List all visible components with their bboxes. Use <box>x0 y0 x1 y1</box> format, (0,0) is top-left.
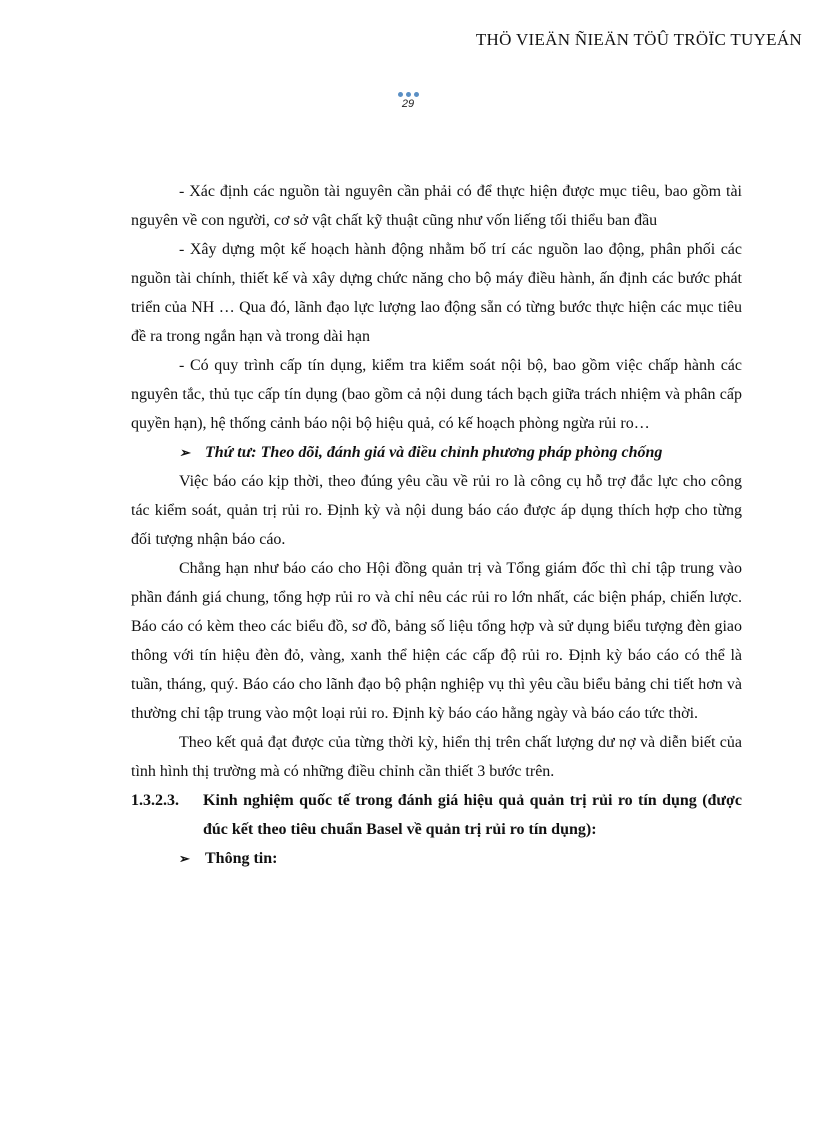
paragraph: - Xây dựng một kế hoạch hành động nhằm bố trí các nguồn lao động, phân phối các nguồn tài chính, thiết kế và xây dựng chức năng cho bộ máy điều hành, ấn định các bước phát triển của NH … Qua đó, lãnh đạo lực lượng lao động sẵn có từng bước thực hiện các mục tiêu đề ra trong ngắn hạn và trong dài hạn <box>131 241 742 345</box>
paragraph: - Có quy trình cấp tín dụng, kiểm tra kiểm soát nội bộ, bao gồm việc chấp hành các nguyên tắc, thủ tục cấp tín dụng (bao gồm cả nội dung tách bạch giữa trách nhiệm và phân cấp quyền hạn), hệ thống cảnh báo nội bộ hiệu quả, có kế hoạch phòng ngừa rủi ro… <box>131 357 742 432</box>
page-header-title: THÖ VIEÄN ÑIEÄN TÖÛ TRÖÏC TUYEÁN <box>475 30 802 49</box>
bullet-heading-text: Thông tin: <box>205 850 278 867</box>
paragraph: Theo kết quả đạt được của từng thời kỳ, hiển thị trên chất lượng dư nợ và diễn biết của tình hình thị trường mà có những điều chỉnh cần thiết 3 bước trên. <box>131 734 742 780</box>
section-number: 1.3.2.3. <box>131 792 179 809</box>
paragraph: Việc báo cáo kịp thời, theo đúng yêu cầu về rủi ro là công cụ hỗ trợ đắc lực cho công tác kiểm soát, quản trị rủi ro. Định kỳ và nội dung báo cáo được áp dụng thích hợp cho từng đối tượng nhận báo cáo. <box>131 473 742 548</box>
bullet-heading <box>131 438 742 467</box>
arrow-bullet-icon: ➢ <box>179 445 190 460</box>
document-body <box>131 177 742 873</box>
page-ornament <box>0 92 816 110</box>
section-title: Kinh nghiệm quốc tế trong đánh giá hiệu quả quản trị rủi ro tín dụng (được đúc kết theo tiêu chuẩn Basel về quản trị rủi ro tín dụng): <box>203 792 742 838</box>
paragraph: - Xác định các nguồn tài nguyên cần phải có để thực hiện được mục tiêu, bao gồm tài nguyên về con người, cơ sở vật chất kỹ thuật cũng như vốn liếng tối thiểu ban đầu <box>131 183 742 229</box>
paragraph: Chẳng hạn như báo cáo cho Hội đồng quản trị và Tổng giám đốc thì chỉ tập trung vào phần đánh giá chung, tổng hợp rủi ro và chỉ nêu các rủi ro lớn nhất, các biện pháp, chiến lược. Báo cáo có kèm theo các biểu đồ, sơ đồ, bảng số liệu tổng hợp và sử dụng biểu tượng đèn giao thông với tín hiệu đèn đỏ, vàng, xanh thể hiện các cấp độ rủi ro. Định kỳ báo cáo có thể là tuần, tháng, quý. Báo cáo cho lãnh đạo bộ phận nghiệp vụ thì yêu cầu biểu bảng chi tiết hơn và thường chỉ tập trung vào một loại rủi ro. Định kỳ báo cáo hằng ngày và báo cáo tức thời. <box>131 560 742 722</box>
bullet-heading <box>131 844 742 873</box>
section-heading <box>131 786 742 844</box>
page-number: 29 <box>401 98 415 110</box>
bullet-heading-text: Thứ tư: Theo dõi, đánh giá và điều chỉnh phương pháp phòng chống <box>205 444 663 461</box>
arrow-bullet-icon: ➢ <box>179 851 190 866</box>
